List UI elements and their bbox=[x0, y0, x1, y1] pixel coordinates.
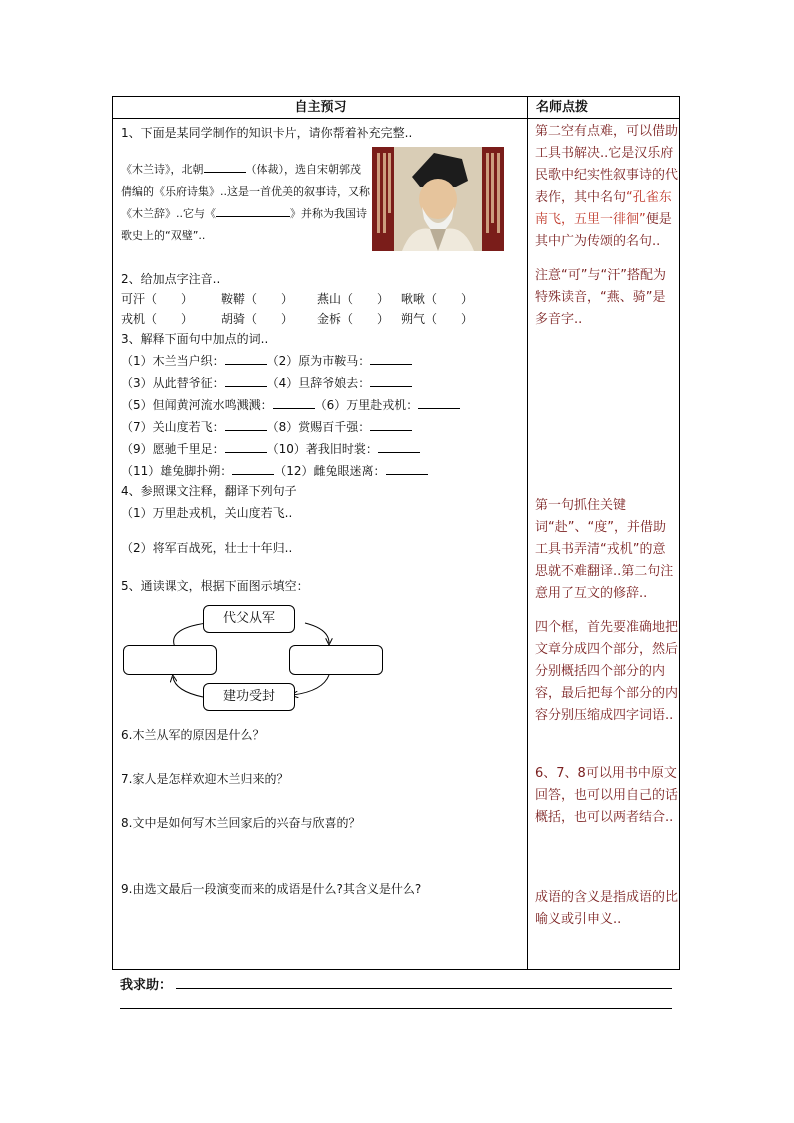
q2-item[interactable]: 可汗（ ） bbox=[121, 292, 194, 306]
blank-genre[interactable] bbox=[204, 161, 246, 173]
header-self-study: 自主预习 bbox=[113, 97, 528, 119]
q4-sentence-2: （2）将军百战死，壮士十年归.. bbox=[121, 541, 293, 555]
q3-item: （1）木兰当户织： （2）原为市鞍马： bbox=[121, 353, 412, 369]
q2-item[interactable]: 燕山（ ） bbox=[317, 292, 390, 306]
q2-item[interactable]: 胡骑（ ） bbox=[221, 312, 294, 326]
answer-blank[interactable] bbox=[225, 441, 267, 453]
answer-blank[interactable] bbox=[225, 353, 267, 365]
q2-item[interactable]: 鞍鞯（ ） bbox=[221, 292, 294, 306]
q3-title: 3、解释下面句中加点的词.. bbox=[121, 332, 269, 346]
q9-question: 9.由选文最后一段演变而来的成语是什么?其含义是什么? bbox=[121, 882, 422, 896]
teacher-note-2: 注意“可”与“汗”搭配为特殊读音，“燕、骑”是多音字.. bbox=[535, 268, 666, 327]
column-divider bbox=[527, 97, 528, 969]
knowledge-card-text: 《木兰诗》，北朝 （体裁），选自宋朝郭茂倩编的《乐府诗集》..这是一首优美的叙事诗，又称《木兰辞》..它与《 》并称为我国诗歌史上的“双璧”.. bbox=[121, 163, 370, 242]
answer-blank[interactable] bbox=[378, 441, 420, 453]
q4-title: 4、参照课文注释，翻译下列句子 bbox=[121, 484, 297, 498]
q2-item[interactable]: 啾啾（ ） bbox=[401, 292, 474, 306]
poet-portrait-image bbox=[372, 147, 504, 251]
q3-item: （3）从此替爷征： （4）旦辞爷娘去： bbox=[121, 375, 412, 391]
q2-title: 2、给加点字注音.. bbox=[121, 272, 221, 286]
answer-blank[interactable] bbox=[370, 419, 412, 431]
worksheet-table bbox=[112, 96, 680, 970]
q3-item: （11）雄兔脚扑朔： （12）雌兔眼迷离： bbox=[121, 463, 428, 479]
q2-item[interactable]: 朔气（ ） bbox=[401, 312, 474, 326]
teacher-note-5: 6、7、8可以用书中原文回答，也可以用自己的话概括，也可以两者结合.. bbox=[535, 766, 679, 825]
q5-title: 5、通读课文，根据下面图示填空： bbox=[121, 579, 309, 593]
q7-question: 7.家人是怎样欢迎木兰归来的？ bbox=[121, 772, 289, 786]
q3-item: （7）关山度若飞： （8）赏赐百千强： bbox=[121, 419, 412, 435]
q2-item[interactable]: 金柝（ ） bbox=[317, 312, 390, 326]
diagram-box-top: 代父从军 bbox=[203, 605, 295, 633]
q3-item: （9）愿驰千里足： （10）著我旧时裳： bbox=[121, 441, 420, 457]
q1-title: 1、下面是某同学制作的知识卡片，请你帮着补充完整.. bbox=[121, 126, 413, 140]
story-cycle-diagram bbox=[123, 605, 385, 715]
diagram-box-left-blank[interactable] bbox=[123, 645, 217, 675]
answer-blank[interactable] bbox=[370, 353, 412, 365]
answer-blank[interactable] bbox=[418, 397, 460, 409]
answer-blank[interactable] bbox=[225, 419, 267, 431]
q6-question: 6.木兰从军的原因是什么？ bbox=[121, 728, 265, 742]
q4-sentence-1: （1）万里赴戎机，关山度若飞.. bbox=[121, 506, 293, 520]
answer-blank[interactable] bbox=[232, 463, 274, 475]
q3-item: （5）但闻黄河流水鸣溅溅： （6）万里赴戎机： bbox=[121, 397, 460, 413]
help-request-line-1[interactable] bbox=[176, 988, 672, 989]
header-teacher-tips: 名师点拨 bbox=[528, 97, 679, 119]
q8-question: 8.文中是如何写木兰回家后的兴奋与欣喜的？ bbox=[121, 816, 361, 830]
help-request-line-2[interactable] bbox=[120, 1008, 672, 1009]
diagram-box-right-blank[interactable] bbox=[289, 645, 383, 675]
teacher-note-6: 成语的含义是指成语的比喻义或引申义.. bbox=[535, 890, 679, 927]
answer-blank[interactable] bbox=[273, 397, 315, 409]
diagram-box-bottom: 建功受封 bbox=[203, 683, 295, 711]
answer-blank[interactable] bbox=[225, 375, 267, 387]
q2-item[interactable]: 戎机（ ） bbox=[121, 312, 194, 326]
blank-companion-poem[interactable] bbox=[216, 205, 290, 217]
help-request-label: 我求助： bbox=[120, 978, 173, 993]
teacher-note-3: 第一句抓住关键词“赴”、“度”，并借助工具书弄清“戎机”的意思就不难翻译..第二句注意用了互文的修辞.. bbox=[535, 498, 674, 601]
teacher-note-4: 四个框，首先要准确地把文章分成四个部分，然后分别概括四个部分的内容，最后把每个部分的内容分别压缩成四字词语.. bbox=[535, 620, 679, 723]
teacher-note-1: 第二空有点难，可以借助工具书解决..它是汉乐府民歌中纪实性叙事诗的代表作，其中名句“孔雀东南飞，五里一徘徊”便是其中广为传颂的名句.. bbox=[535, 124, 679, 249]
answer-blank[interactable] bbox=[370, 375, 412, 387]
answer-blank[interactable] bbox=[386, 463, 428, 475]
